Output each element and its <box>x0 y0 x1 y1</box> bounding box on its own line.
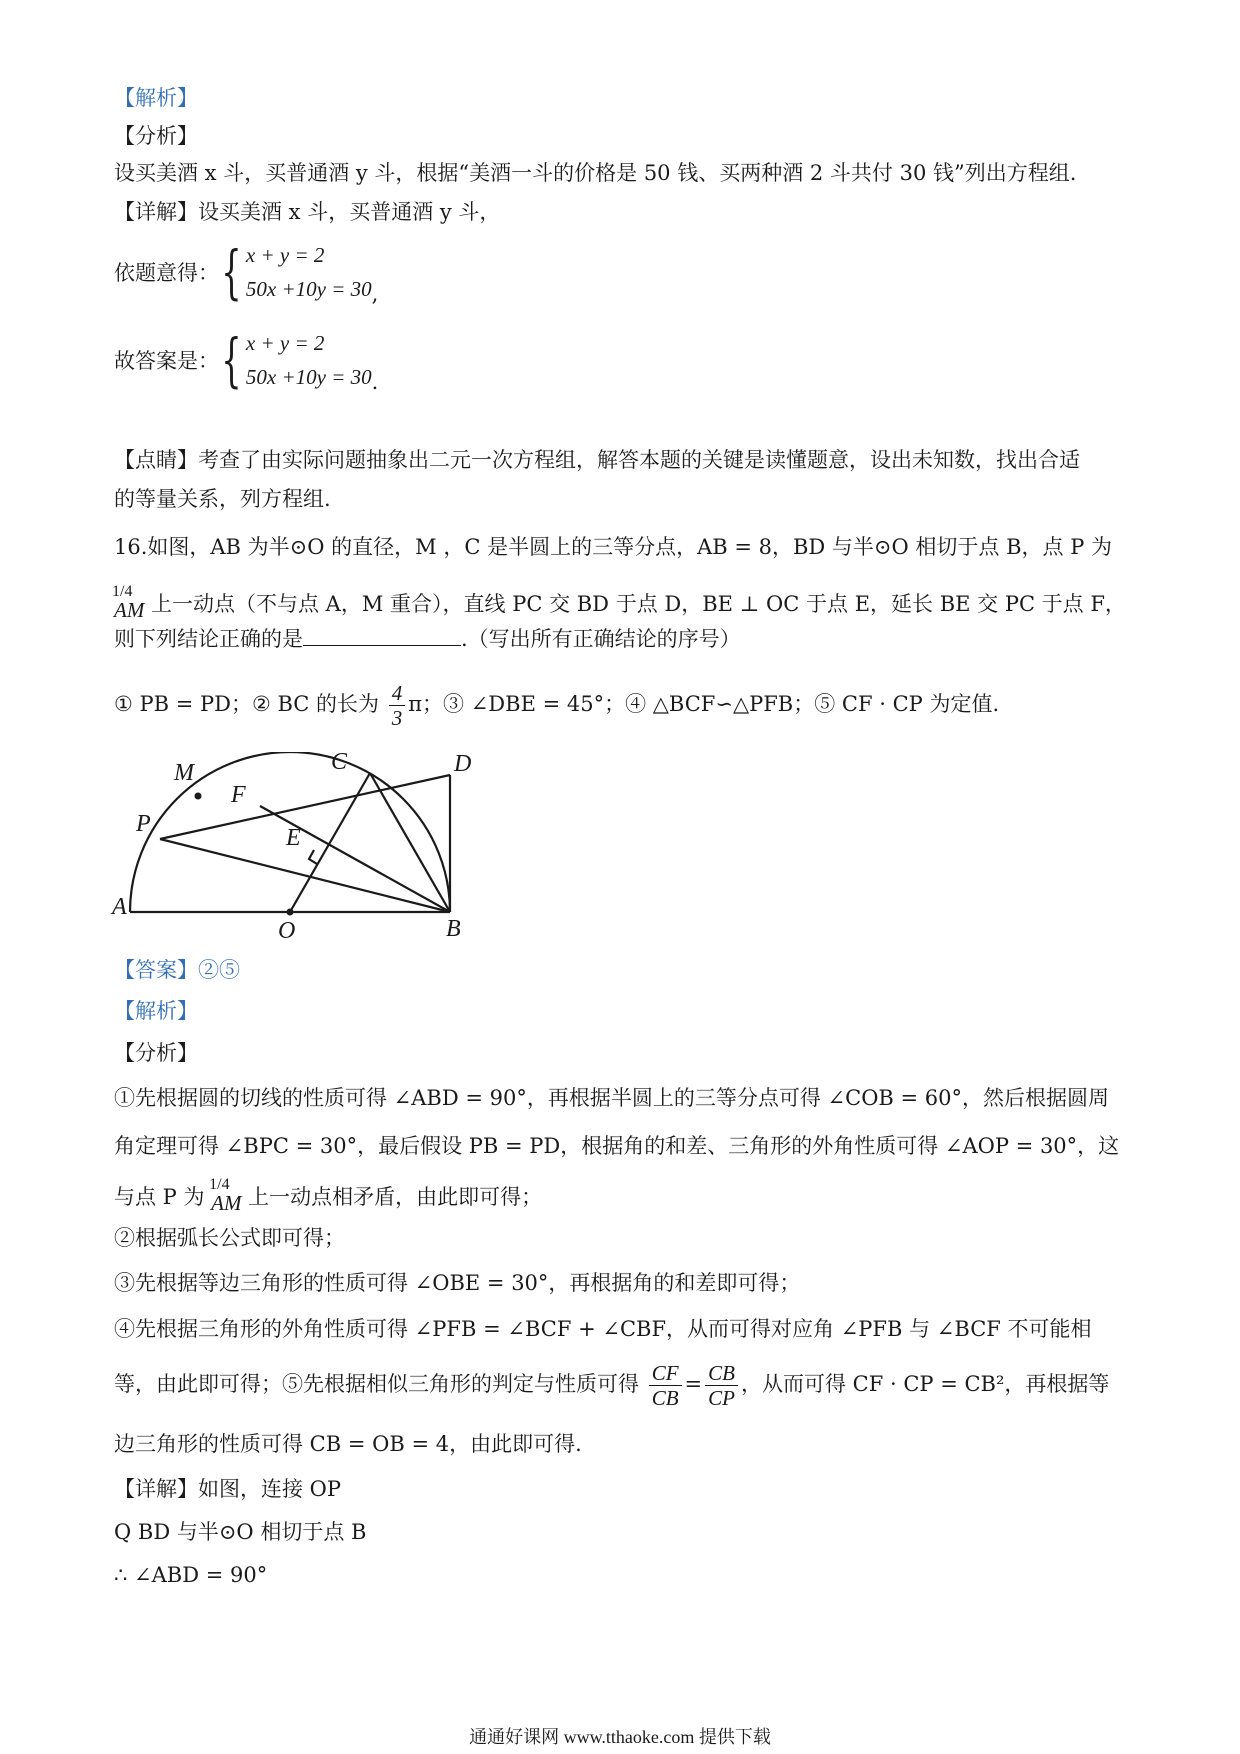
dianjing-line-2: 的等量关系，列方程组. <box>114 487 331 511</box>
analysis-2-line-1: ①先根据圆的切线的性质可得 ∠ABD = 90°，再根据半圆上的三等分点可得 ∠COB = 60°，然后根据圆周 <box>114 1086 1110 1110</box>
analysis-2-line-8: 边三角形的性质可得 CB = OB = 4，由此即可得. <box>114 1432 582 1456</box>
equation-2: 50x +10y = 30 <box>245 277 372 301</box>
arc-am-2: 1/4 AM <box>209 1176 242 1215</box>
line-pb <box>160 839 450 912</box>
fenxi-tag: 【分析】 <box>114 124 198 148</box>
answer-value: ②⑤ <box>198 958 240 982</box>
question-16-options: ① PB = PD；② BC 的长为 $\frac{4}{3}$ π；③ ∠DBE = 45°；④ △BCF∽△PFB；⑤ CF · CP 为定值. <box>114 681 1000 730</box>
detail-line-3: Q BD 与半⊙O 相切于点 B <box>114 1520 367 1544</box>
label-e: E <box>286 825 301 851</box>
detail-tag: 【详解】 <box>114 200 198 224</box>
label-c: C <box>331 752 348 775</box>
line-oc <box>290 773 370 912</box>
answer-tag: 【答案】 <box>114 958 198 982</box>
fraction-cb-cp: $\frac{CB}{CP}$ <box>705 1361 738 1410</box>
fraction-4-3: $\frac{4}{3}$ <box>389 681 406 730</box>
detail-line-2 <box>114 1474 1126 1504</box>
analysis-2-line-2: 角定理可得 ∠BPC = 30°，最后假设 PB = PD，根据角的和差、三角形的外角性质可得 ∠AOP = 30°，这 <box>114 1134 1120 1158</box>
line-pd <box>160 775 450 839</box>
analysis-2-line-7: 等，由此即可得；⑤先根据相似三角形的判定与性质可得 $\frac{CF}{CB}$ = $\frac{CB}{CP}$ ，从而可得 CF · CP = CB²，再根据等 <box>114 1361 1110 1410</box>
dianjing-tag: 【点睛】 <box>114 448 198 472</box>
equation-1: x + y = 2 <box>245 243 325 267</box>
page-footer: 通通好课网 www.tthaoke.com 提供下载 <box>469 1727 771 1747</box>
dianjing-line-1 <box>114 445 1126 475</box>
fraction-cf-cb: $\frac{CF}{CB}$ <box>649 1361 682 1410</box>
arc-am: 1/4 AM <box>112 583 145 622</box>
point-m <box>195 793 202 800</box>
line-cb <box>370 773 450 912</box>
equation-2: 50x +10y = 30 <box>245 365 372 389</box>
analysis-text: 设买美酒 x 斗，买普通酒 y 斗，根据“美酒一斗的价格是 50 钱、买两种酒 2 斗共付 30 钱”列出方程组. <box>114 161 1077 185</box>
detail-line-4: ∴ ∠ABD = 90° <box>114 1563 268 1587</box>
point-o <box>287 909 294 916</box>
analysis-2-line-3: 与点 P 为 1/4 AM 上一动点相矛盾，由此即可得； <box>114 1176 543 1215</box>
label-b: B <box>446 916 461 942</box>
system-label: 故答案是： <box>114 349 219 373</box>
equation-end: , <box>371 282 379 306</box>
equations <box>246 238 372 306</box>
question-16-line-2 <box>112 577 1126 622</box>
label-a: A <box>112 894 127 920</box>
analysis-2-line-4: ②根据弧长公式即可得； <box>114 1226 345 1250</box>
label-d: D <box>454 752 472 777</box>
answer-blank <box>303 625 461 646</box>
brace-icon: { <box>221 238 242 306</box>
right-angle-mark <box>309 850 317 864</box>
system-label: 依题意得： <box>114 261 219 285</box>
detail-tag-2: 【详解】 <box>114 1477 198 1501</box>
brace-icon: { <box>221 326 242 394</box>
answer-line <box>114 955 1126 985</box>
fenxi-tag-2: 【分析】 <box>114 1041 198 1065</box>
analysis-tag: 【解析】 <box>114 86 198 110</box>
question-16-line-1: 16.如图，AB 为半⊙O 的直径，M ，C 是半圆上的三等分点，AB = 8，BD 与半⊙O 相切于点 B，点 P 为 <box>114 535 1112 559</box>
label-p: P <box>136 811 151 837</box>
equation-1: x + y = 2 <box>245 331 325 355</box>
question-16-line-2-text: 上一动点（不与点 A，M 重合），直线 PC 交 BD 于点 D，BE ⊥ OC 于点 E，延长 BE 交 PC 于点 F， <box>144 592 1126 616</box>
equation-end: . <box>371 370 379 394</box>
equation-system-2 <box>114 326 378 394</box>
detail-text: 设买美酒 x 斗，买普通酒 y 斗， <box>198 200 501 224</box>
geometry-figure <box>110 752 490 942</box>
detail-line <box>114 197 1126 227</box>
label-f: F <box>231 782 246 808</box>
detail-text-2: 如图，连接 OP <box>198 1477 342 1501</box>
equation-system-1 <box>114 238 378 306</box>
label-o: O <box>278 918 296 942</box>
analysis-2-line-5: ③先根据等边三角形的性质可得 ∠OBE = 30°，再根据角的和差即可得； <box>114 1271 801 1295</box>
label-m: M <box>174 760 194 786</box>
dianjing-text: 考查了由实际问题抽象出二元一次方程组，解答本题的关键是读懂题意，设出未知数，找出合适 <box>198 448 1080 472</box>
question-16-line-3: 则下列结论正确的是 .（写出所有正确结论的序号） <box>114 627 741 651</box>
analysis-tag-2: 【解析】 <box>114 999 198 1023</box>
analysis-2-line-6: ④先根据三角形的外角性质可得 ∠PFB = ∠BCF + ∠CBF，从而可得对应角 ∠PFB 与 ∠BCF 不可能相 <box>114 1317 1092 1341</box>
equations <box>246 326 372 394</box>
